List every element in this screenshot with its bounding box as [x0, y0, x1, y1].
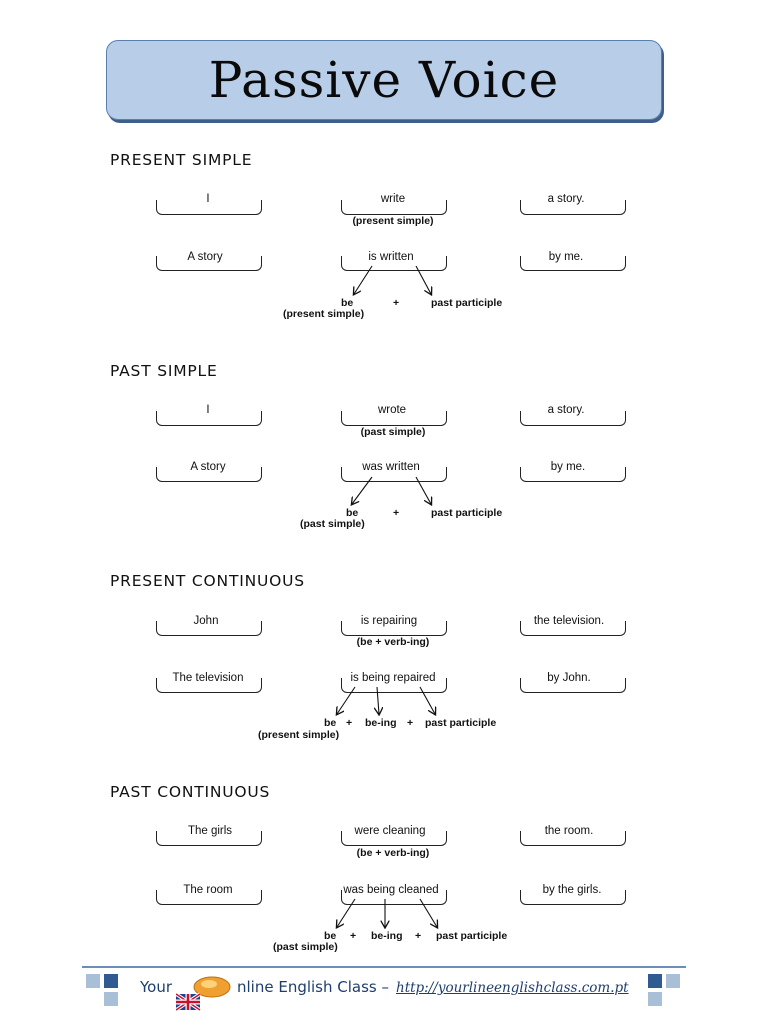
- active-object: the room.: [544, 825, 594, 837]
- brand-logo-icon: [176, 974, 236, 1012]
- passive-subject: The room: [183, 884, 233, 896]
- verb-note: (be + verb-ing): [356, 847, 430, 859]
- breakdown-be-ing: be-ing: [371, 930, 403, 942]
- verb-note: (past simple): [360, 426, 426, 438]
- arrow: [377, 687, 379, 714]
- breakdown-plus: +: [346, 717, 353, 729]
- decor-square: [86, 974, 100, 988]
- decor-square: [648, 974, 662, 988]
- active-object: the television.: [533, 615, 605, 627]
- passive-agent: by me.: [550, 461, 586, 473]
- footer-divider: [82, 966, 686, 968]
- breakdown-be: be: [324, 717, 337, 729]
- breakdown-plus: +: [350, 930, 357, 942]
- breakdown-tense: (past simple): [300, 518, 365, 530]
- breakdown-plus-2: +: [415, 930, 422, 942]
- breakdown-plus-2: +: [407, 717, 414, 729]
- arrow: [416, 477, 431, 504]
- passive-agent: by John.: [547, 672, 591, 684]
- arrow: [416, 266, 431, 294]
- decor-square: [648, 992, 662, 1006]
- breakdown-plus: +: [393, 297, 400, 309]
- footer-url-link[interactable]: http://yourlineenglishclass.com.pt: [396, 980, 629, 996]
- arrow: [420, 687, 435, 714]
- passive-verb: was written: [362, 461, 420, 473]
- footer-brand-right: nline English Class –: [237, 978, 390, 996]
- breakdown-past-participle: past participle: [436, 930, 508, 942]
- passive-agent: by the girls.: [542, 884, 602, 896]
- breakdown-past-participle: past participle: [425, 717, 497, 729]
- active-subject: I: [206, 193, 210, 205]
- verb-note: (present simple): [352, 215, 434, 227]
- breakdown-tense: (present simple): [283, 308, 365, 320]
- breakdown-be-ing: be-ing: [365, 717, 397, 729]
- arrow: [354, 266, 372, 294]
- active-subject: John: [193, 615, 219, 627]
- active-verb: is repairing: [360, 615, 418, 627]
- passive-subject: The television: [172, 672, 244, 684]
- decor-square: [104, 974, 118, 988]
- passive-verb: was being cleaned: [343, 884, 439, 896]
- active-subject: I: [206, 404, 210, 416]
- section-heading-past-continuous: PAST CONTINUOUS: [110, 783, 271, 801]
- passive-subject: A story: [187, 251, 223, 263]
- passive-verb: is being repaired: [350, 672, 436, 684]
- arrow: [352, 477, 372, 504]
- arrow: [420, 899, 437, 927]
- arrow: [337, 687, 355, 714]
- footer-brand-left: Your: [140, 978, 173, 996]
- passive-verb: is written: [368, 251, 414, 263]
- verb-note: (be + verb-ing): [356, 636, 430, 648]
- passive-subject: A story: [190, 461, 226, 473]
- breakdown-past-participle: past participle: [431, 297, 503, 309]
- passive-agent: by me.: [548, 251, 584, 263]
- breakdown-plus: +: [393, 507, 400, 519]
- section-heading-present-continuous: PRESENT CONTINUOUS: [110, 572, 305, 590]
- section-heading-present-simple: PRESENT SIMPLE: [110, 151, 253, 169]
- breakdown-be: be: [341, 297, 354, 309]
- breakdown-be: be: [346, 507, 359, 519]
- active-verb: were cleaning: [354, 825, 426, 837]
- arrow: [337, 899, 355, 927]
- active-verb: wrote: [377, 404, 407, 416]
- decor-square: [666, 974, 680, 988]
- active-object: a story.: [547, 404, 585, 416]
- active-object: a story.: [547, 193, 585, 205]
- decor-square: [104, 992, 118, 1006]
- active-subject: The girls: [187, 825, 233, 837]
- page-title: Passive Voice: [208, 51, 560, 109]
- breakdown-tense: (past simple): [273, 941, 338, 953]
- breakdown-tense: (present simple): [258, 729, 340, 741]
- section-heading-past-simple: PAST SIMPLE: [110, 362, 218, 380]
- active-verb: write: [380, 193, 406, 205]
- breakdown-past-participle: past participle: [431, 507, 503, 519]
- breakdown-be: be: [324, 930, 337, 942]
